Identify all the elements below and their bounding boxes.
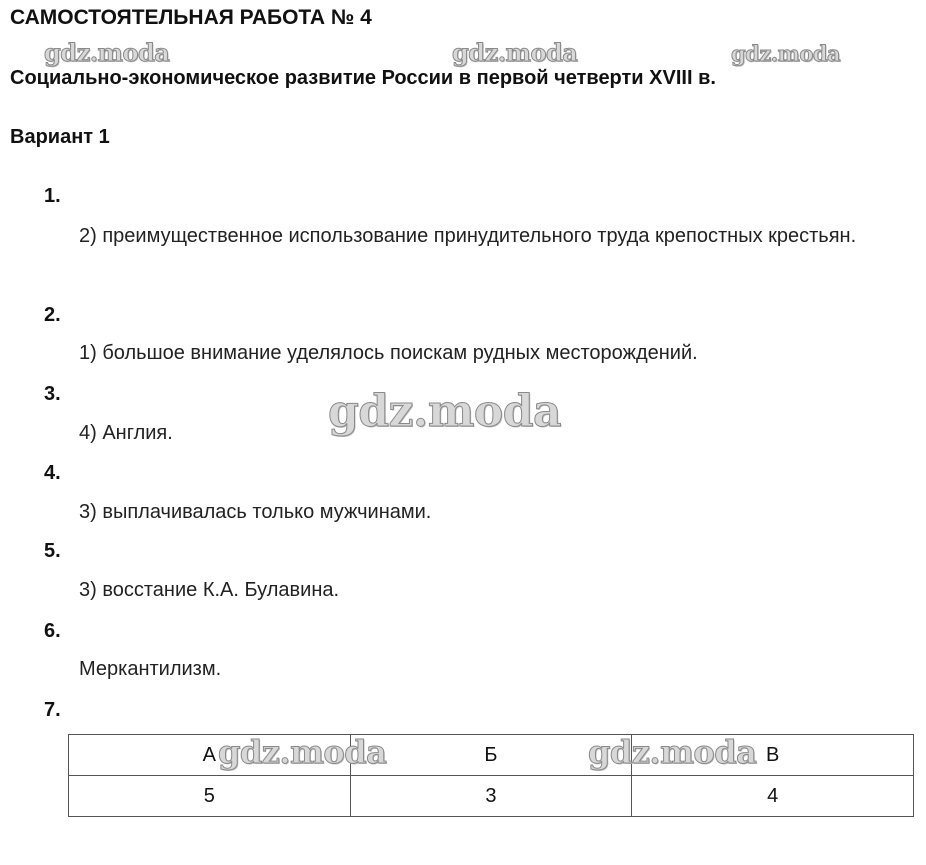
question-answer: 2) преимущественное использование принудительного труда крепостных крестьян. xyxy=(79,225,857,247)
table-header-cell: В xyxy=(632,735,914,776)
watermark: gdz.moda xyxy=(452,38,578,67)
question-number: 4. xyxy=(44,462,61,484)
table-header-cell: А xyxy=(69,735,351,776)
answer-table xyxy=(68,734,914,817)
table-header-cell: Б xyxy=(350,735,632,776)
watermark: gdz.moda xyxy=(218,733,387,771)
question-number: 6. xyxy=(44,620,61,642)
question-answer: 3) восстание К.А. Булавина. xyxy=(79,579,340,601)
watermark: gdz.moda xyxy=(588,733,757,771)
table-cell: 5 xyxy=(69,776,351,817)
question-answer: 3) выплачивалась только мужчинами. xyxy=(79,501,432,523)
question-number: 2. xyxy=(44,304,61,326)
table-cell: 4 xyxy=(632,776,914,817)
question-number: 3. xyxy=(44,383,61,405)
table-cell: 3 xyxy=(350,776,632,817)
question-answer: 1) большое внимание уделялось поискам рудных месторождений. xyxy=(79,342,698,364)
table-header-row xyxy=(69,735,914,776)
question-answer: Меркантилизм. xyxy=(79,658,222,680)
page-title: САМОСТОЯТЕЛЬНАЯ РАБОТА № 4 xyxy=(10,6,372,29)
table-row xyxy=(69,776,914,817)
question-answer: 4) Англия. xyxy=(79,422,173,444)
question-number: 1. xyxy=(44,185,61,207)
watermark: gdz.moda xyxy=(328,386,562,437)
watermark: gdz.moda xyxy=(44,38,170,67)
page-subtitle: Социально-экономическое развитие России в первой четверти XVIII в. xyxy=(10,67,716,89)
watermark: gdz.moda xyxy=(731,41,841,66)
variant-heading: Вариант 1 xyxy=(10,126,110,148)
question-number: 7. xyxy=(44,699,61,721)
question-number: 5. xyxy=(44,540,61,562)
